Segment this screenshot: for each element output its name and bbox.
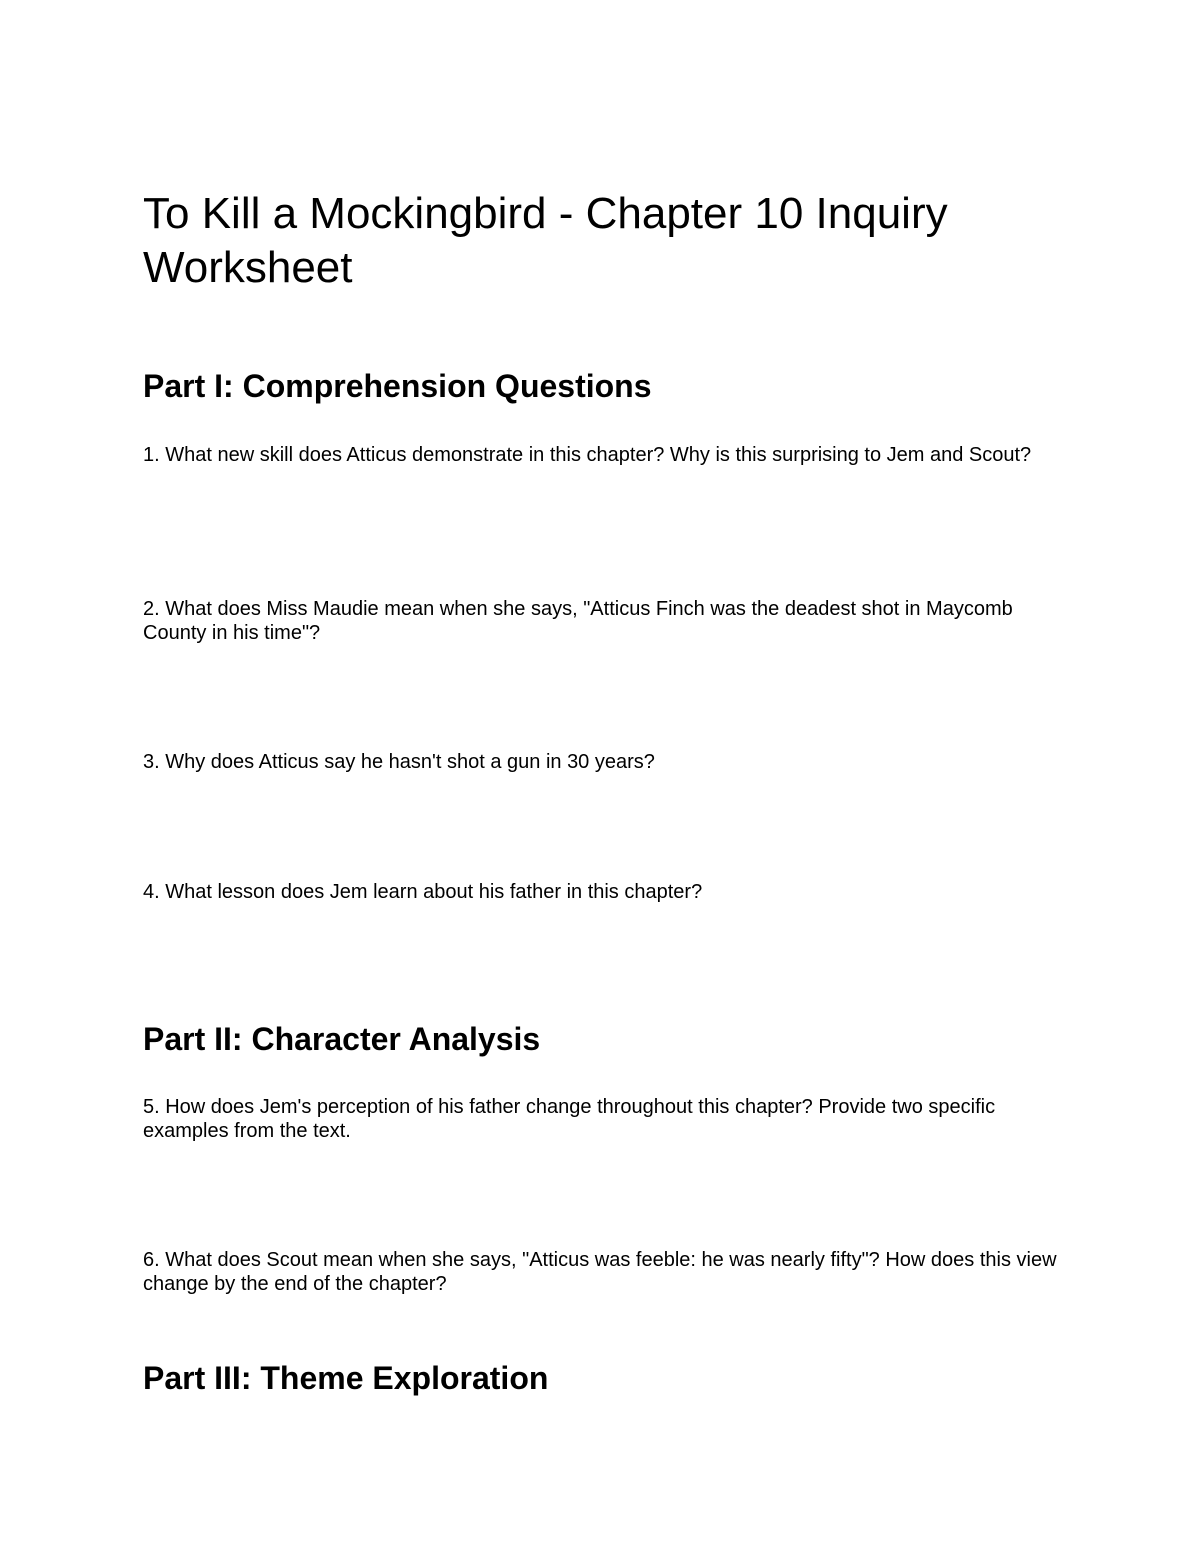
question-6: 6. What does Scout mean when she says, "Atticus was feeble: he was nearly fifty"? How does this view change by the end of the chapter? <box>143 1249 1057 1295</box>
part-1-heading: Part I: Comprehension Questions <box>143 368 652 404</box>
question-3: 3. Why does Atticus say he hasn't shot a gun in 30 years? <box>143 751 655 773</box>
question-5: 5. How does Jem's perception of his father change throughout this chapter? Provide two specific examples from the text. <box>143 1096 996 1142</box>
part-3-heading: Part III: Theme Exploration <box>143 1360 549 1396</box>
question-2: 2. What does Miss Maudie mean when she says, "Atticus Finch was the deadest shot in Maycomb County in his time"? <box>143 598 1013 644</box>
question-1: 1. What new skill does Atticus demonstrate in this chapter? Why is this surprising to Jem and Scout? <box>143 444 1032 466</box>
worksheet-title: To Kill a Mockingbird - Chapter 10 Inquiry Worksheet <box>143 189 948 292</box>
part-2-heading: Part II: Character Analysis <box>143 1021 541 1057</box>
question-4: 4. What lesson does Jem learn about his father in this chapter? <box>143 881 703 903</box>
